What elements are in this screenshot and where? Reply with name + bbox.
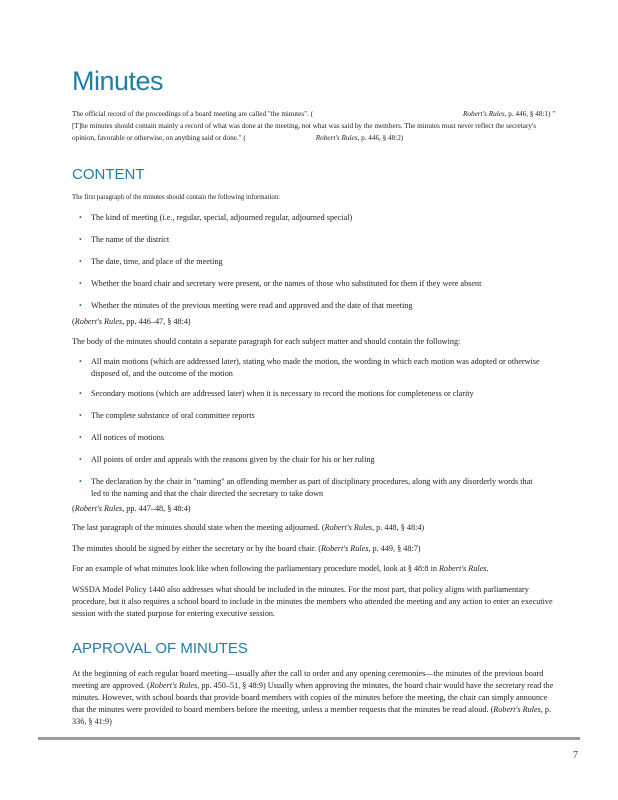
citation-b: (Robert's Rules, pp. 447–48, § 48:4) xyxy=(72,504,191,513)
list-item: • All notices of motions xyxy=(72,432,542,444)
intro-text-2: , p. 446, § 48:1) "[T]he minutes should contain mainly a record of what was done at the meeting, not what was said by the members. The minutes must never reflect the secretary's opinion, favorable or otherwise, on anything said or done." ( xyxy=(72,110,556,142)
example-text: For an example of what minutes look like when following the parliamentary procedure model, look at § 48:8 in xyxy=(72,564,439,573)
example-citation: Robert's Rules xyxy=(438,564,487,573)
last-paragraph xyxy=(72,522,558,534)
policy-paragraph: WSSDA Model Policy 1440 also addresses what should be included in the minutes. For the most part, that policy aligns with parliamentary procedure, but it also requires a school board to include in the minutes the members who attended the meeting and any action to enter an executive session with the stated purpose for entering executive session. xyxy=(72,585,553,618)
approval-text-2: , pp. 450–51, § 48:9) Usually when approving the minutes, the board chair would have the secretary read the minutes. However, with school boards that provide board members with copies of the minutes before the meeting, the chair can simply announce that the minutes were provided to board members before the meeting, unless a member requests that the minutes be read aloud. ( xyxy=(72,681,554,714)
footer-divider xyxy=(38,737,580,740)
body-lead: The body of the minutes should contain a separate paragraph for each subject matter and should contain the following: xyxy=(72,337,461,346)
list-item: • Secondary motions (which are addressed later) when it is necessary to record the motions for completeness or clarity xyxy=(72,388,542,400)
intro-paragraph xyxy=(72,108,558,144)
list-item: • The kind of meeting (i.e., regular, special, adjourned regular, adjourned special) xyxy=(72,212,542,224)
example-ref: . xyxy=(486,564,489,573)
list-item: • The declaration by the chair in "naming" an offending member as part of disciplinary procedures, along with any disorderly words that led to the naming and that the chair directed the secretary to take down xyxy=(72,476,542,500)
list-item: • Whether the board chair and secretary were present, or the names of those who substituted for them if they were absent xyxy=(72,278,542,290)
body-list xyxy=(72,356,542,500)
page-title: Minutes xyxy=(72,66,164,96)
signed-text: The minutes should be signed by either the secretary or by the board chair. ( xyxy=(72,544,321,553)
last-paragraph-citation: Robert's Rules xyxy=(324,523,373,532)
approval-citation-1: Robert's Rules xyxy=(149,681,198,690)
list-item: • The complete substance of oral committee reports xyxy=(72,410,542,422)
content-heading: CONTENT xyxy=(72,166,145,183)
signed-ref: , p. 449, § 48:7) xyxy=(368,544,421,553)
example-paragraph xyxy=(72,563,558,575)
content-lead: The first paragraph of the minutes should contain the following information: xyxy=(72,194,281,201)
intro-text-3: , p. 446, § 48:2) xyxy=(357,134,404,142)
last-paragraph-ref: , p. 448, § 48:4) xyxy=(372,523,425,532)
intro-citation-1: Robert's Rules xyxy=(463,110,505,118)
approval-citation-2: Robert's Rules xyxy=(493,705,541,714)
citation-b-source: Robert's Rules xyxy=(74,504,123,513)
approval-heading: APPROVAL OF MINUTES xyxy=(72,640,248,657)
first-paragraph-list xyxy=(72,212,542,312)
signed-citation: Robert's Rules xyxy=(320,544,369,553)
last-paragraph-text: The last paragraph of the minutes should state when the meeting adjourned. ( xyxy=(72,523,325,532)
approval-text-3: , p. 336, § 41:9) xyxy=(72,705,551,726)
list-item: • Whether the minutes of the previous meeting were read and approved and the date of that meeting xyxy=(72,300,542,312)
approval-text-1: At the beginning of each regular board meeting—usually after the call to order and any opening ceremonies—the minutes of the previous board meeting are approved. ( xyxy=(72,669,544,690)
list-item: • All points of order and appeals with the reasons given by the chair for his or her ruling xyxy=(72,454,542,466)
citation-a-text: , pp. 446–47, § 48:4) xyxy=(122,317,191,326)
intro-text-1: The official record of the proceedings of a board meeting are called "the minutes". ( xyxy=(72,110,314,118)
list-item: • All main motions (which are addressed later), stating who made the motion, the wording in which each motion was adopted or otherwise disposed of, and the outcome of the motion xyxy=(72,356,542,380)
signed-paragraph xyxy=(72,543,558,555)
list-item: • The name of the district xyxy=(72,234,542,246)
intro-citation-2: Robert's Rules xyxy=(315,134,358,142)
approval-paragraph xyxy=(72,668,558,728)
page-number: 7 xyxy=(573,750,578,761)
citation-b-text: , pp. 447–48, § 48:4) xyxy=(122,504,191,513)
citation-a: (Robert's Rules, pp. 446–47, § 48:4) xyxy=(72,317,191,326)
citation-a-source: Robert's Rules xyxy=(74,317,123,326)
list-item: • The date, time, and place of the meeting xyxy=(72,256,542,268)
